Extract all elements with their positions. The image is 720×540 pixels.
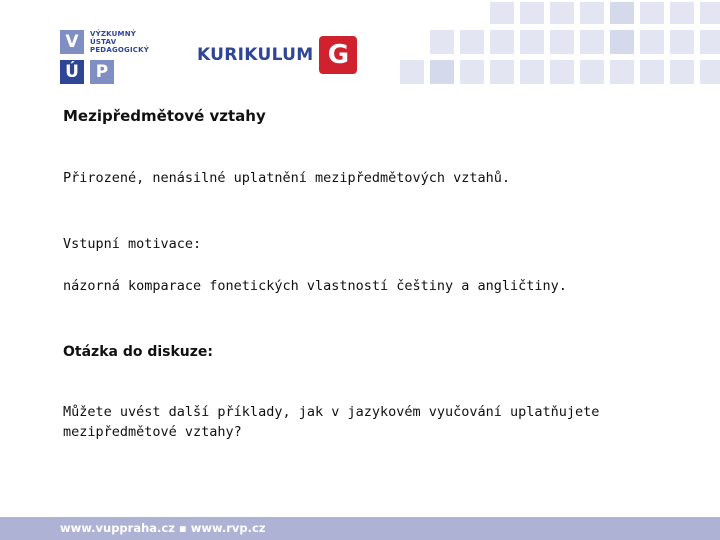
vup-logo-text-line: ÚSTAV xyxy=(90,38,117,46)
question-line-1: Můžete uvést další příklady, jak v jazykovém vyučování uplatňujete xyxy=(63,404,600,420)
vup-logo xyxy=(60,30,160,86)
vup-logo-letter-u: Ú xyxy=(60,60,84,84)
vup-logo-letter-p: P xyxy=(90,60,114,84)
paragraph-motivation-text: názorná komparace fonetických vlastností češtiny a angličtiny. xyxy=(63,278,567,294)
paragraph-motivation-label: Vstupní motivace: xyxy=(63,236,202,252)
footer-links: www.vuppraha.cz ▪ www.rvp.cz xyxy=(60,521,266,535)
vup-logo-text-line: PEDAGOGICKÝ xyxy=(90,46,150,54)
vup-logo-text-line: VÝZKUMNÝ xyxy=(90,30,137,38)
vup-logo-text xyxy=(90,30,149,54)
kurikulum-logo xyxy=(197,35,357,75)
kurikulum-logo-badge: G xyxy=(319,36,357,74)
paragraph-intro: Přirozené, nenásilné uplatnění mezipředmětových vztahů. xyxy=(63,170,511,186)
footer-bar xyxy=(0,517,720,540)
kurikulum-logo-word: KURIKULUM xyxy=(197,45,314,65)
question-line-2: mezipředmětové vztahy? xyxy=(63,424,242,440)
slide-heading: Mezipředmětové vztahy xyxy=(63,107,266,125)
vup-logo-letter-v: V xyxy=(60,30,84,54)
question-label: Otázka do diskuze: xyxy=(63,344,214,360)
